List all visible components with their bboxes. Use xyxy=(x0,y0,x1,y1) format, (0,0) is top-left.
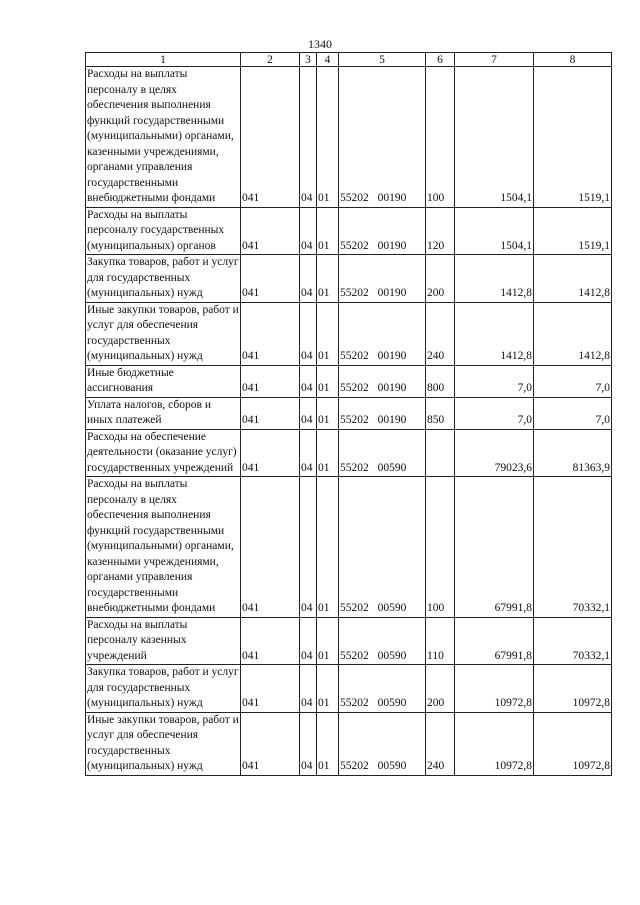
target-article-code: 55202 00590 xyxy=(339,712,426,775)
budget-table xyxy=(85,52,612,776)
amount-year-2: 1519,1 xyxy=(534,67,612,208)
ministry-code: 041 xyxy=(241,302,300,365)
target-article-code: 55202 00590 xyxy=(339,429,426,477)
table-row xyxy=(86,617,612,665)
expense-type-code: 800 xyxy=(426,365,455,397)
subsection-code: 01 xyxy=(317,207,339,255)
column-header: 8 xyxy=(534,53,612,67)
target-article-code: 55202 00590 xyxy=(339,617,426,665)
column-header: 7 xyxy=(455,53,534,67)
row-description: Закупка товаров, работ и услуг для государственных (муниципальных) нужд xyxy=(86,255,241,303)
row-description: Расходы на обеспечение деятельности (оказание услуг) государственных учреждений xyxy=(86,429,241,477)
expense-type-code: 120 xyxy=(426,207,455,255)
section-code: 04 xyxy=(300,477,317,618)
subsection-code: 01 xyxy=(317,255,339,303)
target-article-code: 55202 00590 xyxy=(339,477,426,618)
amount-year-1: 7,0 xyxy=(455,397,534,429)
row-description: Расходы на выплаты персоналу государственных (муниципальных) органов xyxy=(86,207,241,255)
ministry-code: 041 xyxy=(241,397,300,429)
amount-year-2: 70332,1 xyxy=(534,477,612,618)
amount-year-1: 10972,8 xyxy=(455,712,534,775)
column-header: 2 xyxy=(241,53,300,67)
row-description: Расходы на выплаты персоналу казенных учреждений xyxy=(86,617,241,665)
table-row xyxy=(86,365,612,397)
subsection-code: 01 xyxy=(317,365,339,397)
table-row xyxy=(86,429,612,477)
row-description: Иные закупки товаров, работ и услуг для обеспечения государственных (муниципальных) нужд xyxy=(86,712,241,775)
row-description: Расходы на выплаты персоналу в целях обеспечения выполнения функций государственными (муниципальными) органами, казенными учреждениями, органами управления государственными внебюджетными фондами xyxy=(86,67,241,208)
expense-type-code: 100 xyxy=(426,67,455,208)
ministry-code: 041 xyxy=(241,429,300,477)
amount-year-1: 1412,8 xyxy=(455,255,534,303)
row-description: Уплата налогов, сборов и иных платежей xyxy=(86,397,241,429)
subsection-code: 01 xyxy=(317,397,339,429)
amount-year-1: 1504,1 xyxy=(455,67,534,208)
subsection-code: 01 xyxy=(317,429,339,477)
amount-year-2: 7,0 xyxy=(534,365,612,397)
expense-type-code: 850 xyxy=(426,397,455,429)
section-code: 04 xyxy=(300,617,317,665)
ministry-code: 041 xyxy=(241,617,300,665)
table-row xyxy=(86,665,612,713)
ministry-code: 041 xyxy=(241,665,300,713)
section-code: 04 xyxy=(300,429,317,477)
column-header: 6 xyxy=(426,53,455,67)
section-code: 04 xyxy=(300,302,317,365)
amount-year-2: 7,0 xyxy=(534,397,612,429)
expense-type-code: 240 xyxy=(426,302,455,365)
amount-year-1: 67991,8 xyxy=(455,617,534,665)
amount-year-2: 1412,8 xyxy=(534,255,612,303)
amount-year-1: 1504,1 xyxy=(455,207,534,255)
target-article-code: 55202 00190 xyxy=(339,397,426,429)
subsection-code: 01 xyxy=(317,67,339,208)
ministry-code: 041 xyxy=(241,365,300,397)
column-header: 4 xyxy=(317,53,339,67)
ministry-code: 041 xyxy=(241,712,300,775)
table-row xyxy=(86,255,612,303)
amount-year-1: 7,0 xyxy=(455,365,534,397)
amount-year-2: 81363,9 xyxy=(534,429,612,477)
table-row xyxy=(86,302,612,365)
table-row xyxy=(86,477,612,618)
subsection-code: 01 xyxy=(317,665,339,713)
subsection-code: 01 xyxy=(317,302,339,365)
ministry-code: 041 xyxy=(241,67,300,208)
amount-year-1: 10972,8 xyxy=(455,665,534,713)
ministry-code: 041 xyxy=(241,255,300,303)
target-article-code: 55202 00190 xyxy=(339,255,426,303)
expense-type-code: 200 xyxy=(426,665,455,713)
expense-type-code xyxy=(426,429,455,477)
column-header: 3 xyxy=(300,53,317,67)
section-code: 04 xyxy=(300,207,317,255)
amount-year-1: 1412,8 xyxy=(455,302,534,365)
section-code: 04 xyxy=(300,67,317,208)
target-article-code: 55202 00190 xyxy=(339,207,426,255)
expense-type-code: 100 xyxy=(426,477,455,618)
target-article-code: 55202 00190 xyxy=(339,67,426,208)
section-code: 04 xyxy=(300,397,317,429)
expense-type-code: 110 xyxy=(426,617,455,665)
section-code: 04 xyxy=(300,365,317,397)
table-row xyxy=(86,67,612,208)
amount-year-1: 67991,8 xyxy=(455,477,534,618)
target-article-code: 55202 00190 xyxy=(339,365,426,397)
row-description: Закупка товаров, работ и услуг для государственных (муниципальных) нужд xyxy=(86,665,241,713)
subsection-code: 01 xyxy=(317,617,339,665)
row-description: Иные закупки товаров, работ и услуг для обеспечения государственных (муниципальных) нужд xyxy=(86,302,241,365)
expense-type-code: 240 xyxy=(426,712,455,775)
amount-year-2: 10972,8 xyxy=(534,712,612,775)
subsection-code: 01 xyxy=(317,712,339,775)
section-code: 04 xyxy=(300,255,317,303)
table-row xyxy=(86,397,612,429)
amount-year-2: 1412,8 xyxy=(534,302,612,365)
subsection-code: 01 xyxy=(317,477,339,618)
header-row xyxy=(86,53,612,67)
section-code: 04 xyxy=(300,712,317,775)
target-article-code: 55202 00590 xyxy=(339,665,426,713)
column-header: 5 xyxy=(339,53,426,67)
amount-year-2: 10972,8 xyxy=(534,665,612,713)
section-code: 04 xyxy=(300,665,317,713)
table-row xyxy=(86,712,612,775)
amount-year-2: 70332,1 xyxy=(534,617,612,665)
expense-type-code: 200 xyxy=(426,255,455,303)
row-description: Иные бюджетные ассигнования xyxy=(86,365,241,397)
amount-year-2: 1519,1 xyxy=(534,207,612,255)
column-header: 1 xyxy=(86,53,241,67)
table-row xyxy=(86,207,612,255)
amount-year-1: 79023,6 xyxy=(455,429,534,477)
ministry-code: 041 xyxy=(241,477,300,618)
row-description: Расходы на выплаты персоналу в целях обеспечения выполнения функций государственными (муниципальными) органами, казенными учреждениями, органами управления государственными внебюджетными фондами xyxy=(86,477,241,618)
page-number: 1340 xyxy=(308,37,332,51)
target-article-code: 55202 00190 xyxy=(339,302,426,365)
ministry-code: 041 xyxy=(241,207,300,255)
